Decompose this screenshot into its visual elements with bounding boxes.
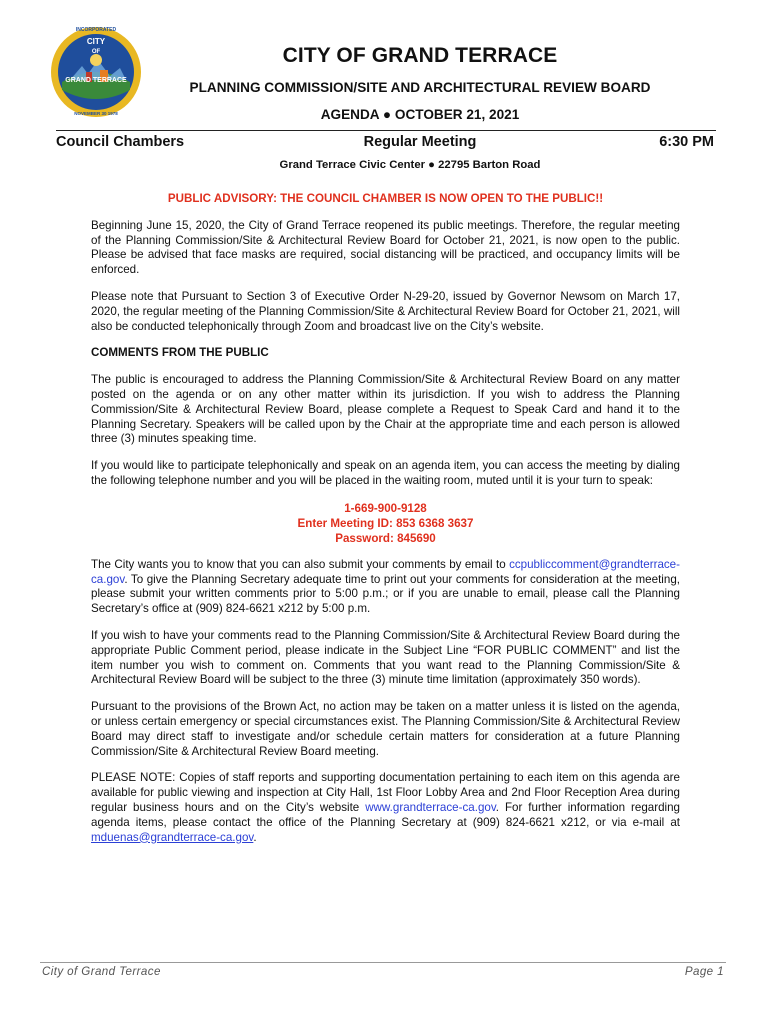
- dial-phone-number: 1-669-900-9128: [344, 501, 427, 515]
- please-note-text: PLEASE NOTE: Copies of staff reports and supporting documentation pertaining to each item on this agenda are available for public viewing and inspection at City Hall, 1st Floor Lobby Area and 2nd Floor Reception Area during regular business hours and on the City’s website: [91, 771, 680, 814]
- email-comments-paragraph: [91, 558, 680, 617]
- public-advisory: PUBLIC ADVISORY: THE COUNCIL CHAMBER IS NOW OPEN TO THE PUBLIC!!: [167, 192, 604, 205]
- please-note-text-cont: . For further information regarding agenda items, please contact the office of the Planning Secretary at (909) 824-6621 x212, or via e-mail at: [91, 800, 681, 829]
- footer-city-name: City of Grand Terrace: [42, 965, 161, 978]
- seal-city-text: CITY: [86, 37, 106, 46]
- please-note-text-end: .: [253, 830, 257, 844]
- dial-in-block: [91, 501, 680, 546]
- page-number: Page 1: [684, 965, 724, 978]
- agenda-body: [91, 192, 680, 857]
- email-comments-text: The City wants you to know that you can also submit your comments by email to: [91, 557, 510, 571]
- agenda-date: AGENDA ● OCTOBER 21, 2021: [320, 107, 520, 122]
- seal-name-text: GRAND TERRACE: [65, 77, 127, 84]
- reopening-paragraph: Beginning June 15, 2020, the City of Grand Terrace reopened its public meetings. Therefore, the regular meeting of the Planning Commission/Site & Architectural Review Board for October 21, 2021, is now open to the public. Please be advised that face masks are required, social distancing will be practiced, and occupancy limits will be enforced.: [91, 218, 680, 277]
- footer-divider: [40, 962, 726, 963]
- venue-address: Grand Terrace Civic Center ● 22795 Barton Road: [279, 159, 541, 171]
- meeting-location: Council Chambers: [56, 134, 185, 150]
- document-title: CITY OF GRAND TERRACE: [282, 44, 558, 67]
- seal-of-text: OF: [91, 49, 101, 55]
- city-website-link[interactable]: www.grandterrace-ca.gov: [365, 800, 496, 814]
- city-seal-logo: [48, 20, 148, 120]
- telephone-paragraph: If you would like to participate telephonically and speak on an agenda item, you can access the meeting by dialing the following telephone number and you will be placed in the waiting room, muted until it is your turn to speak:: [91, 459, 680, 487]
- email-comments-text-cont: . To give the Planning Secretary adequate time to print out your comments for consideration at the meeting, please submit your written comments prior to 5:00 p.m.; or if you are unable to email, please call the Planning Secretary’s office at (909) 824-6621 x212 by 5:00 p.m.: [91, 572, 680, 616]
- please-note-paragraph: [91, 771, 680, 845]
- board-name: PLANNING COMMISSION/SITE AND ARCHITECTURAL REVIEW BOARD: [189, 80, 651, 95]
- read-comments-paragraph: If you wish to have your comments read to the Planning Commission/Site & Architectural Review Board during the appropriate Public Comment period, please indicate in the Subject Line “FOR PUBLIC COMMENT” and list the item number you wish to comment on. Comments that you want read to the Planning Commission/Site & Architectural Review Board will be subject to the three (3) minute time limitation (approximately 350 words).: [91, 628, 680, 687]
- seal-date-text: NOVEMBER 30 1978: [74, 111, 118, 116]
- public-comment-email-link[interactable]: ccpubliccomment@grandterrace-ca.gov: [91, 557, 680, 586]
- meeting-type: Regular Meeting: [363, 134, 477, 150]
- comments-heading: COMMENTS FROM THE PUBLIC: [91, 346, 269, 360]
- header-divider: [56, 130, 716, 131]
- meeting-time: 6:30 PM: [659, 134, 714, 150]
- executive-order-paragraph: Please note that Pursuant to Section 3 of Executive Order N-29-20, issued by Governor Newsom on March 17, 2020, the regular meeting of the Planning Commission/Site & Architectural Review Board for October 21, 2021, will also be conducted telephonically through Zoom and broadcast live on the City’s website.: [91, 289, 680, 333]
- secretary-email-link[interactable]: mduenas@grandterrace-ca.gov: [91, 830, 254, 844]
- dial-password: Password: 845690: [335, 531, 436, 545]
- dial-meeting-id: Enter Meeting ID: 853 6368 3637: [297, 516, 474, 530]
- seal-ring-text: INCORPORATED: [75, 27, 117, 33]
- brown-act-paragraph: Pursuant to the provisions of the Brown Act, no action may be taken on a matter unless it is listed on the agenda, or unless certain emergency or special circumstances exist. The Planning Commission/Site & Architectural Review Board may direct staff to investigate and/or schedule certain matters for consideration at a future Planning Commission/Site & Architectural Review Board meeting.: [91, 700, 680, 758]
- public-address-paragraph: The public is encouraged to address the Planning Commission/Site & Architectural Review Board on any matter posted on the agenda or on any other matter within its jurisdiction. If you wish to address the Planning Commission/Site & Architectural Review Board, please complete a Request to Speak Card and hand it to the Planning Secretary. Speakers will be called upon by the Chair at the appropriate time and each person is allowed three (3) minutes speaking time.: [91, 373, 680, 446]
